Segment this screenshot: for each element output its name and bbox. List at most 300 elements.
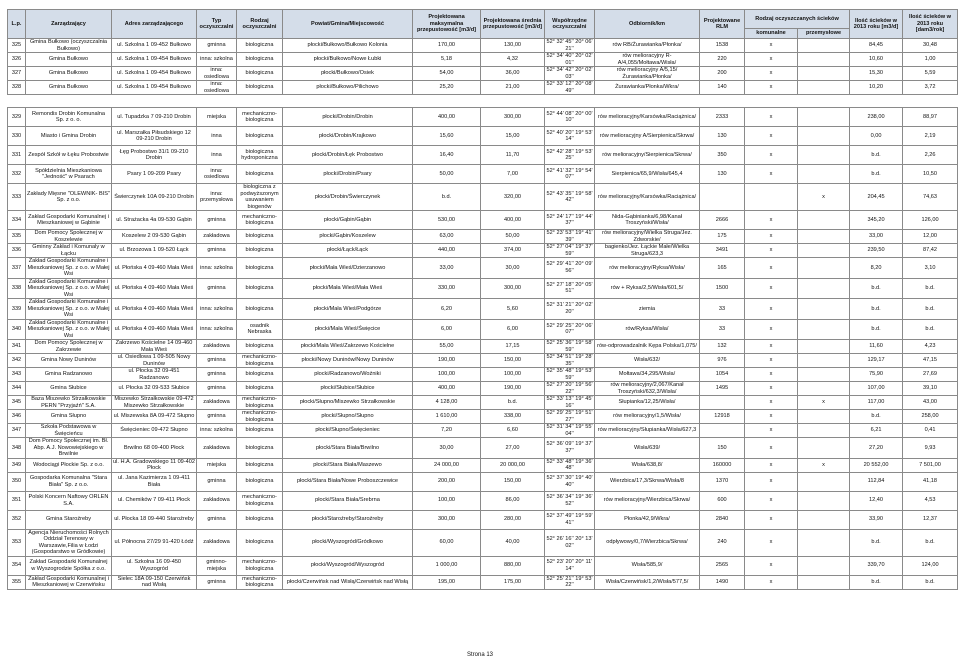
- cell-zarz: Zakład Gospodarki Komunalnej i Mieszkaniowej w Gąbinie: [26, 211, 112, 230]
- cell-odb: rów melioracyjny/Karsówka/Raciążnica/: [595, 108, 700, 127]
- cell-i1: 117,00: [850, 396, 903, 410]
- cell-lp: 327: [8, 67, 26, 81]
- cell-zarz: Polski Koncern Naftowy ORLEN S.A.: [26, 491, 112, 510]
- cell-wsp: 52° 27' 18'' 20° 05' 51'': [545, 278, 595, 299]
- cell-odb: Słupianka/12,25/Wisła/: [595, 396, 700, 410]
- cell-odb: rów + Ryksa/2,5/Wisła/601,5/: [595, 278, 700, 299]
- cell-typ: gminna: [197, 39, 237, 53]
- cell-typ: gminno-miejska: [197, 556, 237, 575]
- cell-adres: ul. Szkolna 1 09-452 Bułkowo: [112, 39, 197, 53]
- cell-max: 4 128,00: [413, 396, 481, 410]
- cell-zarz: Zespół Szkół w Łęku Probostwie: [26, 146, 112, 165]
- cell-max: 195,00: [413, 575, 481, 589]
- cell-i2: 0,41: [903, 424, 958, 438]
- cell-wsp: 52° 41' 32'' 19° 54' 07'': [545, 165, 595, 184]
- cell-powiat: płocki/Słupno/Święcieniec: [283, 424, 413, 438]
- cell-sr: 40,00: [481, 529, 545, 556]
- cell-sr: 27,00: [481, 438, 545, 459]
- col-powiat: Powiat/Gmina/Miejscowość: [283, 10, 413, 39]
- cell-i2: 3,72: [903, 81, 958, 95]
- cell-kom: x: [745, 67, 798, 81]
- cell-wsp: 52° 23' 53'' 19° 41' 39'': [546, 230, 593, 243]
- cell-i1: b.d.: [850, 278, 903, 299]
- cell-typ: gminna: [197, 244, 237, 258]
- cell-rlm: 130: [700, 127, 745, 146]
- table-body: [8, 39, 958, 590]
- table-row: [8, 510, 958, 529]
- cell-sr: 21,00: [481, 81, 545, 95]
- cell-wsp: 52° 34' 51'' 19° 28' 35'': [546, 354, 593, 367]
- cell-i1: 33,00: [850, 230, 903, 244]
- cell-adres: ul. Miszewska 8A 09-472 Słupno: [112, 410, 197, 424]
- cell-zarz: Dom Pomocy Społecznej w Koszelewie: [26, 230, 112, 244]
- cell-zarz: Miasto i Gmina Drobin: [26, 127, 112, 146]
- cell-sr: 17,15: [481, 340, 545, 354]
- cell-kom: x: [745, 108, 798, 127]
- cell-rodzaj: mechaniczno-biologiczna: [237, 410, 283, 424]
- cell-typ: gminna: [197, 472, 237, 491]
- cell-rlm: 240: [700, 529, 745, 556]
- cell-i1: 10,60: [850, 53, 903, 67]
- cell-zarz: Zakład Gospodarki Komunalnej i Mieszkaniowej w Czerwińsku: [26, 575, 112, 589]
- cell-zarz: Gmina Radzanowo: [26, 368, 112, 382]
- cell-zarz: Agencja Nieruchomości Rolnych Oddział Terenowy w Warszawie,Filia w Łodzi (Gospodarstwo w Gródkowie): [26, 529, 112, 556]
- cell-wsp: 52° 29' 25'' 19° 51' 27'': [546, 410, 593, 423]
- cell-odb: Sierpienica/65,9/Wisła/645,4: [595, 165, 700, 184]
- cell-powiat: płocki/Bułkowo/Osiek: [283, 67, 413, 81]
- cell-i2: 2,19: [903, 127, 958, 146]
- table-row: [8, 472, 958, 491]
- cell-i1: 239,50: [850, 244, 903, 258]
- cell-max: 1 000,00: [413, 556, 481, 575]
- cell-zarz: Zakład Gospodarki Komunalnej w Wyszogrodzie Spółka z o.o.: [26, 556, 112, 575]
- cell-rodzaj: biologiczna: [237, 39, 283, 53]
- wastewater-table: [7, 9, 958, 590]
- cell-adres: ul. Północna 27/29 91-420 Łódź: [112, 529, 197, 556]
- cell-wsp: 52° 25' 21'' 19° 53' 22'': [546, 575, 593, 588]
- cell-kom: x: [745, 438, 798, 459]
- table-row: [8, 146, 958, 165]
- cell-zarz: Gmina Bułkowo: [26, 53, 112, 67]
- cell-prz: x: [798, 184, 850, 211]
- cell-max: 190,00: [413, 354, 481, 368]
- cell-typ: inna: szkolna: [197, 424, 237, 438]
- cell-max: 60,00: [413, 529, 481, 556]
- cell-max: 200,00: [413, 472, 481, 491]
- cell-i1: 33,90: [850, 510, 903, 529]
- cell-adres: ul. Płońska 4 09-460 Mała Wieś: [112, 299, 197, 320]
- cell-i1: b.d.: [850, 319, 903, 340]
- cell-sr: 400,00: [481, 211, 545, 230]
- cell-prz: [798, 53, 850, 67]
- cell-max: 330,00: [413, 278, 481, 299]
- cell-odb: rów melioracyjny/Słupianka/Wisła/627,3: [595, 424, 700, 438]
- cell-powiat: płocki/Stara Biała/Nowe Proboszczewice: [283, 472, 413, 491]
- cell-prz: x: [798, 458, 850, 472]
- cell-rodzaj: mechaniczno-biologiczna: [237, 575, 283, 589]
- cell-lp: 328: [8, 81, 26, 95]
- cell-i2: b.d.: [903, 529, 958, 556]
- cell-rlm: 2333: [700, 108, 745, 127]
- cell-sr: 150,00: [481, 472, 545, 491]
- cell-odb: rów RB/Żurawianka/Płonka/: [595, 39, 700, 53]
- cell-adres: ul. Płońska 4 09-460 Mała Wieś: [112, 319, 197, 340]
- table-row: [8, 529, 958, 556]
- cell-sr: 4,32: [481, 53, 545, 67]
- cell-wsp: 52° 29' 41'' 20° 09' 56'': [545, 258, 595, 279]
- cell-sr: 130,00: [481, 39, 545, 53]
- cell-sr: 150,00: [481, 354, 545, 368]
- cell-wsp: 52° 40' 20'' 19° 53' 14'': [545, 127, 595, 146]
- cell-max: 55,00: [413, 340, 481, 354]
- cell-wsp: 52° 29' 25'' 20° 06' 07'': [545, 319, 595, 340]
- cell-max: 50,00: [413, 165, 481, 184]
- cell-max: 16,40: [413, 146, 481, 165]
- cell-i1: 15,30: [850, 67, 903, 81]
- cell-prz: [798, 244, 850, 258]
- cell-lp: 337: [8, 258, 26, 279]
- cell-odb: Wisła/639/: [595, 438, 700, 459]
- cell-powiat: płocki/Mała Wieś/Święcice: [283, 319, 413, 340]
- cell-wsp: 52° 27' 04'' 19° 37' 59'': [546, 244, 593, 257]
- cell-zarz: Zakład Gospodarki Komunalne i Mieszkaniowej Sp. z o.o. w Małej Wsi: [27, 319, 110, 339]
- cell-rlm: 165: [700, 258, 745, 279]
- cell-kom: x: [745, 39, 798, 53]
- cell-typ: zakładowa: [197, 491, 237, 510]
- cell-sr: 300,00: [481, 278, 545, 299]
- cell-sr: 86,00: [481, 491, 545, 510]
- table-row: [8, 368, 958, 382]
- cell-typ: gminna: [197, 510, 237, 529]
- cell-i1: 204,45: [850, 184, 903, 211]
- cell-typ: gminna: [197, 575, 237, 589]
- cell-sr: 175,00: [481, 575, 545, 589]
- cell-typ: zakładowa: [197, 438, 237, 459]
- cell-odb: Wisła/Czerwińsk/1,2/Wisła/577,5/: [595, 575, 700, 589]
- cell-typ: inna: szkolna: [197, 319, 237, 340]
- cell-adres: Łęg Probostwo 31/1 09-210 Drobin: [112, 146, 197, 165]
- cell-rodzaj: biologiczna: [237, 53, 283, 67]
- cell-odb: rów melioracyjny/Wierzbica/Skrwa/: [595, 491, 700, 510]
- cell-i2: b.d.: [903, 319, 958, 340]
- col-przemyslowe: przemysłowe: [798, 29, 850, 39]
- cell-typ: zakładowa: [197, 396, 237, 410]
- cell-rodzaj: biologiczna: [237, 278, 283, 299]
- cell-sr: 30,00: [481, 258, 545, 279]
- cell-prz: [798, 472, 850, 491]
- cell-odb: rów melioracyjny A/Sierpienica/Skrwa/: [595, 127, 700, 146]
- cell-odb: Żurawianka/Płonka/Wkra/: [595, 81, 700, 95]
- cell-wsp: 52° 31' 21'' 20° 02' 20'': [545, 299, 595, 320]
- cell-wsp: 52° 33' 12'' 20° 08' 49'': [546, 81, 593, 94]
- cell-zarz: Gmina Nowy Duninów: [26, 354, 112, 368]
- cell-rodzaj: biologiczna: [237, 529, 283, 556]
- cell-powiat: płocki/Mała Wieś/Podgórze: [283, 299, 413, 320]
- cell-adres: ul. Płocka 32 09-533 Słubice: [112, 382, 197, 396]
- cell-max: 25,20: [413, 81, 481, 95]
- cell-zarz: Dom Pomocy Społecznej w Zakrzewie: [26, 340, 112, 354]
- cell-prz: x: [798, 396, 850, 410]
- cell-powiat: płocki/Mała Wieś/Dzierzanowo: [283, 258, 413, 279]
- cell-rodzaj: biologiczna hydroponiczna: [237, 146, 283, 165]
- cell-adres: ul. Płocka 18 09-440 Staroźreby: [112, 510, 197, 529]
- cell-max: 33,00: [413, 258, 481, 279]
- cell-powiat: płocki/Mała Wieś/Mała Wieś: [283, 278, 413, 299]
- cell-max: 100,00: [413, 491, 481, 510]
- cell-rlm: 1495: [700, 382, 745, 396]
- cell-powiat: płocki/Drobin/Krajkowo: [283, 127, 413, 146]
- cell-lp: 348: [8, 438, 26, 459]
- cell-rodzaj: mechaniczno-biologiczna: [237, 396, 283, 410]
- cell-wsp: 52° 31' 34'' 19° 55' 04'': [546, 424, 593, 437]
- cell-odb: rów melioracyjny R-A/4,055/Mołtawa/Wisła/: [595, 53, 700, 67]
- cell-kom: x: [745, 396, 798, 410]
- cell-lp: 338: [8, 278, 26, 299]
- cell-rodzaj: biologiczna: [237, 340, 283, 354]
- cell-rlm: 33: [700, 299, 745, 320]
- cell-lp: 342: [8, 354, 26, 368]
- table-row: [8, 382, 958, 396]
- cell-wsp: 52° 36' 34'' 19° 36' 52'': [545, 491, 595, 510]
- table-row: [8, 53, 958, 67]
- table-row: [8, 396, 958, 410]
- cell-i1: b.d.: [850, 299, 903, 320]
- cell-adres: ul. Szkolna 16 09-450 Wyszogród: [112, 556, 197, 575]
- cell-adres: Psary 1 09-209 Psary: [112, 165, 197, 184]
- cell-typ: gminna: [197, 382, 237, 396]
- cell-max: 5,18: [413, 53, 481, 67]
- cell-i2: 4,23: [903, 340, 958, 354]
- cell-odb: Wisła/632/: [595, 354, 700, 368]
- cell-kom: x: [745, 244, 798, 258]
- cell-typ: zakładowa: [197, 340, 237, 354]
- cell-lp: 343: [8, 368, 26, 382]
- table-row: [8, 278, 958, 299]
- cell-rlm: 976: [700, 354, 745, 368]
- cell-sr: b.d.: [481, 396, 545, 410]
- cell-rodzaj: biologiczna: [237, 438, 283, 459]
- cell-rodzaj: osadnik Nebraska: [237, 319, 283, 340]
- cell-odb: rów melioracyjny/2,067/Kanał Troszyński/632,3/Wisła/: [595, 382, 700, 396]
- cell-i2: 124,00: [903, 556, 958, 575]
- cell-prz: [798, 410, 850, 424]
- cell-rodzaj: biologiczna: [237, 458, 283, 472]
- cell-rodzaj: biologiczna: [237, 67, 283, 81]
- cell-kom: x: [745, 230, 798, 244]
- cell-adres: ul. H.A. Gradowskiego 11 09-402 Płock: [113, 458, 195, 471]
- cell-odb: rów melioracyjny/1,5/Wisła/: [595, 410, 700, 424]
- cell-prz: [798, 299, 850, 320]
- cell-sr: 300,00: [481, 108, 545, 127]
- cell-powiat: płocki/Czerwińsk nad Wisłą/Czerwińsk nad Wisłą: [283, 575, 413, 589]
- cell-lp: 351: [8, 491, 26, 510]
- cell-prz: [798, 67, 850, 81]
- cell-i1: b.d.: [850, 146, 903, 165]
- col-rodzaj-sciekow: Rodzaj oczyszczanych ścieków: [745, 10, 850, 29]
- cell-powiat: płocki/Łąck/Łąck: [283, 244, 413, 258]
- cell-rlm: 175: [700, 230, 745, 244]
- col-lp: L.p.: [8, 10, 26, 39]
- cell-lp: 341: [8, 340, 26, 354]
- cell-typ: zakładowa: [197, 230, 237, 244]
- cell-max: 400,00: [413, 108, 481, 127]
- cell-rlm: 132: [700, 340, 745, 354]
- cell-rlm: 1538: [700, 39, 745, 53]
- cell-zarz: Gmina Bułkowo (oczyszczalnia Bułkowo): [26, 39, 112, 53]
- cell-wsp: 52° 42' 28'' 19° 53' 25'': [545, 146, 595, 165]
- cell-max: 300,00: [413, 510, 481, 529]
- cell-adres: ul. Marszałka Piłsudskiego 12 09-210 Drobin: [112, 127, 197, 146]
- cell-typ: inna: szkolna: [197, 258, 237, 279]
- cell-zarz: Spółdzielnia Mieszkaniowa "Jedność" w Psarach: [26, 165, 112, 184]
- cell-i2: b.d.: [903, 575, 958, 589]
- cell-zarz: Gospodarka Komunalna "Stara Biała" Sp. z o.o.: [26, 472, 112, 491]
- cell-rlm: [700, 396, 745, 410]
- cell-i2: 126,00: [903, 211, 958, 230]
- cell-kom: x: [745, 368, 798, 382]
- cell-prz: [798, 382, 850, 396]
- cell-adres: ul. Brzozowa 1 09-520 Łąck: [112, 244, 197, 258]
- cell-powiat: płocki/Bułkowo/Pilichowo: [283, 81, 413, 95]
- cell-odb: Płonka/42,9/Wkra/: [595, 510, 700, 529]
- cell-prz: [798, 354, 850, 368]
- cell-kom: x: [745, 556, 798, 575]
- cell-max: 54,00: [413, 67, 481, 81]
- cell-wsp: 52° 33' 48'' 19° 36' 48'': [546, 458, 593, 471]
- cell-i2: 9,93: [903, 438, 958, 459]
- cell-wsp: 52° 34' 42'' 20° 02' 03'': [546, 67, 593, 80]
- cell-lp: 329: [8, 108, 26, 127]
- cell-typ: inna: przemysłowa: [197, 184, 237, 211]
- cell-i1: 11,60: [850, 340, 903, 354]
- cell-sr: 6,00: [481, 319, 545, 340]
- cell-odb: Mołtawa/34,295/Wisła/: [595, 368, 700, 382]
- cell-kom: x: [745, 354, 798, 368]
- cell-zarz: Zakład Gospodarki Komunalne i Mieszkaniowej Sp. z o.o. w Małej Wsi: [27, 299, 110, 318]
- cell-i2: 43,00: [903, 396, 958, 410]
- cell-rodzaj: mechaniczno-biologiczna: [237, 354, 283, 368]
- cell-odb: rów melioracyjny/Karsówka/Raciążnica/: [595, 184, 700, 211]
- cell-kom: x: [745, 424, 798, 438]
- cell-i2: 10,50: [903, 165, 958, 184]
- cell-adres: ul. Szkolna 1 09-454 Bułkowo: [112, 53, 197, 67]
- cell-i2: 12,37: [903, 510, 958, 529]
- cell-typ: zakładowa: [197, 529, 237, 556]
- cell-adres: Brwilno 68 09-400 Płock: [112, 438, 197, 459]
- cell-prz: [798, 39, 850, 53]
- table-row: [8, 556, 958, 575]
- cell-powiat: płocki/Stara Biała/Srebrna: [283, 491, 413, 510]
- cell-rlm: 200: [700, 67, 745, 81]
- cell-typ: miejska: [197, 108, 237, 127]
- cell-rlm: 350: [700, 146, 745, 165]
- cell-prz: [798, 258, 850, 279]
- table-row: [8, 81, 958, 95]
- cell-i2: 4,53: [903, 491, 958, 510]
- cell-lp: 344: [8, 382, 26, 396]
- col-rlm: Projektowane RLM: [700, 10, 745, 39]
- cell-powiat: płocki/Wyszogród/Wyszogród: [283, 556, 413, 575]
- cell-zarz: Szkoła Podstawowa w Święcieńcu: [26, 424, 112, 438]
- cell-sr: 320,00: [481, 184, 545, 211]
- col-odbiornik: Odbiornik/km: [595, 10, 700, 39]
- cell-powiat: płocki/Drobin/Świerczynek: [283, 184, 413, 211]
- cell-zarz: Baza Miszewko Strzałkowskie PERN "Przyjaźń" S.A.: [26, 396, 112, 410]
- table-row: [8, 575, 958, 589]
- cell-odb: Wisła/585,9/: [595, 556, 700, 575]
- cell-wsp: 52° 37' 30'' 19° 40' 40'': [545, 472, 595, 491]
- cell-adres: Sielec 18A 09-150 Czerwińsk nad Wisłą: [112, 575, 197, 589]
- cell-rodzaj: biologiczna: [237, 368, 283, 382]
- col-ilosc-2013-d: Ilość ścieków w 2013 roku [m3/d]: [850, 10, 903, 39]
- cell-adres: ul. Osiedlowa 1 09-505 Nowy Duninów: [112, 354, 197, 368]
- cell-adres: ul. Płońska 4 09-460 Mała Wieś: [112, 278, 197, 299]
- cell-kom: x: [745, 382, 798, 396]
- cell-lp: 340: [8, 319, 26, 340]
- cell-rlm: [700, 184, 745, 211]
- cell-rlm: 1054: [700, 368, 745, 382]
- table-row: [8, 127, 958, 146]
- cell-rlm: 2565: [700, 556, 745, 575]
- cell-i2: 2,26: [903, 146, 958, 165]
- col-max: Projektowana maksymalna przepustowość [m3/d]: [413, 10, 481, 39]
- cell-zarz: Wodociągi Płockie Sp. z o.o.: [26, 458, 112, 472]
- table-row: [8, 458, 958, 472]
- cell-lp: 354: [8, 556, 26, 575]
- cell-kom: x: [745, 410, 798, 424]
- cell-typ: inna: [197, 127, 237, 146]
- cell-lp: 334: [8, 211, 26, 230]
- cell-max: b.d.: [413, 184, 481, 211]
- cell-i2: 47,15: [903, 354, 958, 368]
- cell-powiat: płocki/Stara Biała/Brwilno: [283, 438, 413, 459]
- cell-lp: 347: [8, 424, 26, 438]
- cell-zarz: Gmina Bułkowo: [26, 67, 112, 81]
- cell-typ: inna: szkolna: [197, 53, 237, 67]
- cell-i2: b.d.: [903, 278, 958, 299]
- cell-rodzaj: mechaniczno-biologiczna: [237, 108, 283, 127]
- cell-kom: x: [745, 299, 798, 320]
- cell-i2: 5,59: [903, 67, 958, 81]
- cell-powiat: płocki/Słupno/Miszewko Strzałkowskie: [283, 396, 413, 410]
- cell-zarz: Gmina Słupno: [26, 410, 112, 424]
- cell-i2: 7 501,00: [903, 458, 958, 472]
- cell-prz: [798, 211, 850, 230]
- cell-odb: rów-odprowadzalnik Kępa Polska/1,075/: [595, 340, 700, 354]
- cell-rodzaj: biologiczna z podwyższonym usuwaniem biogenów: [237, 184, 283, 211]
- cell-lp: 355: [8, 575, 26, 589]
- table-row: [8, 319, 958, 340]
- table-row: [8, 299, 958, 320]
- cell-powiat: płocki/Bułkowo/Nowe Łubki: [283, 53, 413, 67]
- cell-rodzaj: biologiczna: [237, 127, 283, 146]
- table-row: [8, 184, 958, 211]
- cell-i1: 6,21: [850, 424, 903, 438]
- cell-lp: 339: [8, 299, 26, 320]
- cell-i1: 75,90: [850, 368, 903, 382]
- cell-prz: [798, 556, 850, 575]
- cell-sr: 11,70: [481, 146, 545, 165]
- cell-odb: Wisła/638,8/: [595, 458, 700, 472]
- cell-max: 530,00: [413, 211, 481, 230]
- table-row: [8, 230, 958, 244]
- cell-prz: [798, 529, 850, 556]
- cell-rlm: 1500: [700, 278, 745, 299]
- cell-rodzaj: biologiczna: [237, 244, 283, 258]
- cell-zarz: Gmina Bułkowo: [26, 81, 112, 95]
- cell-wsp: 52° 25' 36'' 19° 58' 59'': [546, 340, 593, 353]
- cell-prz: [798, 146, 850, 165]
